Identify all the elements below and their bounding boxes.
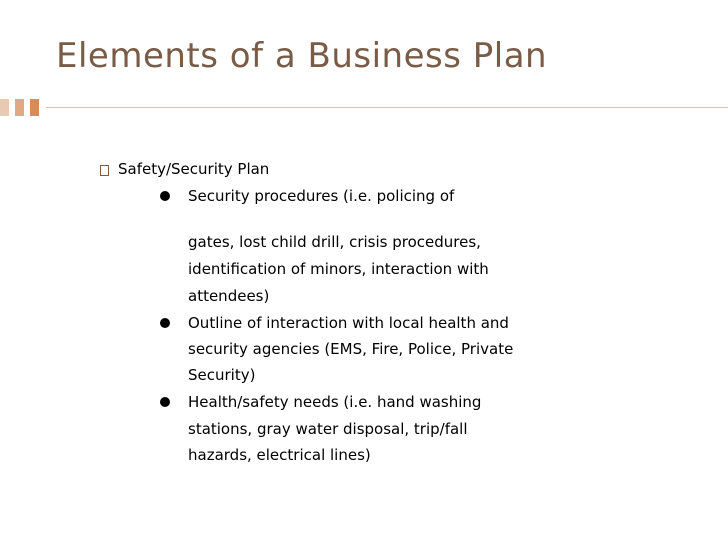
bullet-2-line-3: Security) (188, 366, 256, 384)
section-heading: Safety/Security Plan (118, 160, 270, 178)
bullet-2-line-1: Outline of interaction with local health and (188, 314, 509, 332)
bullet-1-line-4: attendees) (188, 287, 270, 305)
bullet-3-line-2: stations, gray water disposal, trip/fall (188, 420, 468, 438)
square-bullet-icon (100, 165, 109, 176)
bullet-1-line-2: gates, lost child drill, crisis procedures, (188, 233, 481, 251)
bullet-dot-icon (160, 191, 170, 201)
bullet-1-line-3: identification of minors, interaction with (188, 260, 489, 278)
bullet-1-line-1: Security procedures (i.e. policing of (188, 187, 455, 205)
bullet-3-line-3: hazards, electrical lines) (188, 446, 371, 464)
bullet-3-line-1: Health/safety needs (i.e. hand washing (188, 393, 482, 411)
slide-title: Elements of a Business Plan (56, 36, 548, 76)
bullet-dot-icon (160, 318, 170, 328)
bullet-dot-icon (160, 397, 170, 407)
bullet-2-line-2: security agencies (EMS, Fire, Police, Private (188, 340, 514, 358)
